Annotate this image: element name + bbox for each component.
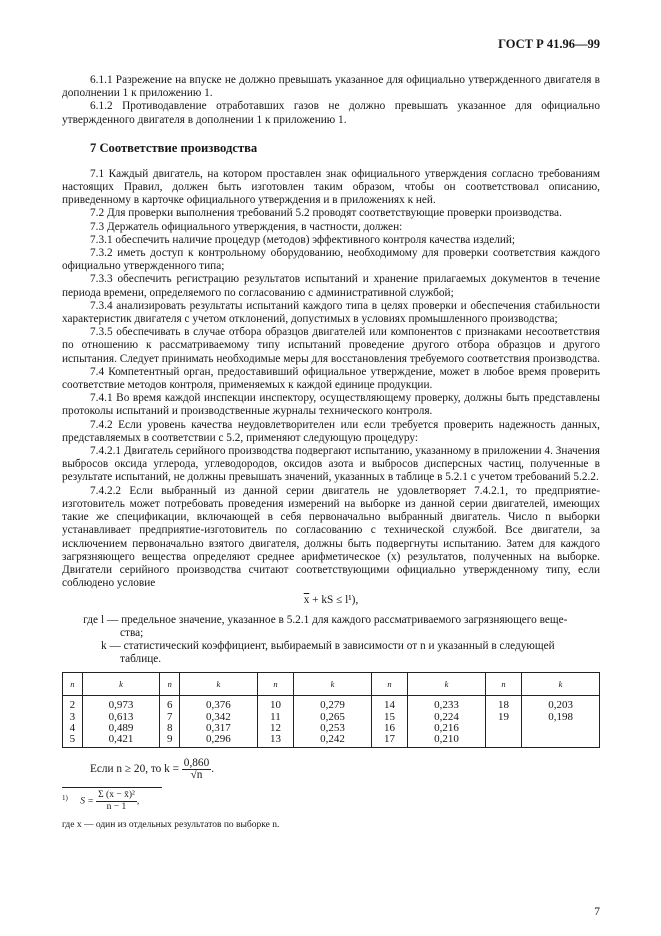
paragraph-7-3-1: 7.3.1 обеспечить наличие процедур (методов) эффективного контроля качества изделий; — [90, 233, 516, 246]
table-value: 18 — [498, 699, 509, 712]
fraction-numerator: 0,860 — [183, 757, 210, 770]
formula-legend — [62, 614, 600, 667]
table-header-cell: n — [371, 673, 407, 696]
table-value: 19 — [498, 710, 509, 723]
table-value: 6 — [166, 699, 173, 712]
section-heading: 7 Соответствие производства — [90, 140, 258, 155]
table-value: 7 — [166, 710, 173, 723]
table-value: 0,317 — [206, 721, 231, 734]
paragraph-7-3: 7.3 Держатель официального утверждения, в частности, должен: — [90, 220, 403, 233]
table-value: 16 — [383, 721, 395, 734]
table-value: 10 — [269, 699, 281, 712]
formula-mean: $\overline{x}$ — [303, 594, 310, 607]
table-header-cell: k — [294, 673, 372, 696]
table-header-cell: n — [160, 673, 180, 696]
table-cell — [63, 696, 83, 748]
table-value: 5 — [69, 732, 76, 745]
paragraph-7-3-2: 7.3.2 иметь доступ к контрольному оборудованию, необходимому для проверки соответствия каждого официально утвержденного типа; — [62, 247, 600, 273]
table-value: 9 — [166, 732, 173, 745]
table-value: 11 — [270, 710, 281, 723]
large-n-fraction — [182, 758, 211, 781]
paragraph-6-1-1: 6.1.1 Разрежение на впуске не должно превышать указанное для официально утвержденного двигателя в дополнении 1 к приложению 1. — [62, 74, 600, 100]
footnote-lhs: S = — [80, 796, 94, 807]
table-header-row — [63, 673, 600, 696]
legend-l: l — предельное значение, указанное в 5.2.1 для каждого рассматриваемого загрязняющего веще- — [101, 613, 568, 626]
legend-k: k — статистический коэффициент, выбираемый в зависимости от n и указанный в следующей — [101, 639, 555, 652]
paragraph-7-3-5: 7.3.5 обеспечивать в случае отбора образцов двигателей или компонентов с признаками несоответствия по отношению к рассматриваемому типу испытаний проведение другого отбора образцов и другого испытания. Следует принимать необходимые меры для восстановления требуемого соответствия производства. — [62, 326, 600, 365]
paragraph-6-1-2: 6.1.2 Противодавление отработавших газов не должно превышать указанное для официально утвержденного двигателя в дополнении 1 к приложению 1. — [62, 100, 600, 126]
table-header-cell: k — [82, 673, 160, 696]
table-value: 0,973 — [108, 699, 134, 712]
table-value: 0,265 — [320, 710, 345, 723]
table-cell — [485, 696, 521, 748]
table-value: 14 — [383, 699, 395, 712]
table-value: 8 — [166, 721, 173, 734]
table-value: 15 — [383, 710, 395, 723]
table-value: 0,421 — [108, 732, 134, 745]
where-word: где — [83, 613, 98, 626]
footnote — [62, 790, 600, 813]
footnote-denominator: n − 1 — [106, 802, 127, 813]
table-header-cell: n — [63, 673, 83, 696]
legend-k-cont: таблице. — [120, 653, 162, 666]
table-header-cell: k — [180, 673, 258, 696]
fraction-denominator: √n — [190, 769, 203, 782]
table-value: 0,613 — [108, 710, 134, 723]
table-value: 0,216 — [434, 721, 459, 734]
table-value: 0,376 — [206, 699, 231, 712]
table-header-cell: k — [408, 673, 486, 696]
table-cell — [522, 696, 600, 748]
paragraph-7-4-2: 7.4.2 Если уровень качества неудовлетворителен или если требуется проверить надежность данных, представляемых в соответствии с 5.2, применяют следующую процедуру: — [62, 418, 600, 444]
coefficient-table — [62, 672, 600, 748]
table-value: 0,203 — [548, 699, 573, 712]
table-value: 4 — [69, 721, 76, 734]
paragraph-7-3-3: 7.3.3 обеспечить регистрацию результатов испытаний и хранение прилагаемых документов в течение периода времени, определяемого по согласованию с административной службой; — [62, 273, 600, 299]
paragraph-7-3-4: 7.3.4 анализировать результаты испытаний каждого типа в целях проверки и обеспечения стабильности характеристик двигателя с учетом отклонений, допустимых в условиях промышленного производства; — [62, 299, 600, 326]
table-cell — [257, 696, 293, 748]
table-header-cell: n — [257, 673, 293, 696]
condition-formula — [62, 594, 600, 607]
table-cell — [371, 696, 407, 748]
table-value: 3 — [69, 710, 76, 723]
closing-note: где x — один из отдельных результатов по выборке n. — [62, 820, 280, 831]
table-cell — [294, 696, 372, 748]
table-header-cell: k — [522, 673, 600, 696]
table-value: 0,224 — [434, 710, 459, 723]
footnote-divider — [62, 787, 162, 788]
table-cell — [408, 696, 486, 748]
table-value: 0,253 — [320, 721, 345, 734]
table-value: 12 — [269, 721, 281, 734]
table-value: 0,198 — [548, 710, 573, 723]
page-number: 7 — [594, 906, 600, 918]
footnote-numerator: Σ (x − x̄)² — [98, 790, 135, 801]
paragraph-7-4-2-2: 7.4.2.2 Если выбранный из данной серии двигатель не удовлетворяет 7.4.2.1, то предприятие-изготовитель может потребовать проведения измерений на выборке из данной серии двигателей, имеющих такие же спецификации, включающей в себя первоначально выбранный двигатель. Число n выборки устанавливает предприятие-изготовитель по согласованию с технической службой. Все двигатели, за исключением первоначально взятого двигателя, должны быть подвергнуты испытанию. Затем для каждого загрязняющего вещества определяют среднее арифметическое (x) результатов, полученных на выборке. Двигатели серийного производства считают соответствующими официально утвержденному типу, если соблюдено условие — [62, 484, 600, 590]
table-value: 0,242 — [320, 732, 345, 745]
large-n-suffix: . — [211, 763, 215, 776]
large-n-prefix: Если n ≥ 20, то k = — [90, 763, 179, 776]
paragraph-7-2: 7.2 Для проверки выполнения требований 5.2 проводят соответствующие проверки производства. — [90, 207, 562, 220]
table-value: 0,489 — [108, 721, 134, 734]
footnote-suffix: , — [136, 796, 140, 807]
legend-l-cont: ства; — [120, 626, 144, 639]
table-header-cell: n — [485, 673, 521, 696]
document-header: ГОСТ Р 41.96—99 — [498, 37, 600, 51]
table-value: 0,210 — [434, 732, 459, 745]
table-value: 0,233 — [434, 699, 459, 712]
table-value: 0,342 — [206, 710, 231, 723]
table-value: 2 — [69, 699, 76, 712]
footnote-mark: 1) — [62, 793, 68, 802]
table-value: 0,296 — [206, 732, 231, 745]
table-value: 13 — [269, 732, 281, 745]
paragraph-7-4-2-1: 7.4.2.1 Двигатель серийного производства подвергают испытанию, указанному в приложении 4. Значения выбросов оксида углерода, углеводородов, оксидов азота и выбросов дисперсных частиц, полученные в результате испытаний, не должны превышать значений, указанных в таблице в 5.2.1 с учетом требований 5.2.2. — [62, 445, 600, 484]
large-n-formula — [62, 758, 600, 781]
paragraph-7-4-1: 7.4.1 Во время каждой инспекции инспектору, осуществляющему проверку, должны быть представлены протоколы испытаний и производственные журналы технического контроля. — [62, 392, 600, 418]
table-value: 17 — [383, 732, 395, 745]
formula-rest: + kS ≤ l¹), — [309, 594, 359, 607]
table-row — [63, 696, 600, 748]
paragraph-7-1: 7.1 Каждый двигатель, на котором проставлен знак официального утверждения согласно требованиям настоящих Правил, должен быть изготовлен таким образом, чтобы он соответствовал описанию, приведенному в карточке официального утверждения и в приложениях к ней. — [62, 167, 600, 207]
paragraph-7-4: 7.4 Компетентный орган, предоставивший официальное утверждение, может в любое время проверить соответствие методов контроля, применяемых к каждой единице продукции. — [62, 365, 600, 392]
table-cell — [82, 696, 160, 748]
table-cell — [160, 696, 180, 748]
footnote-fraction — [96, 790, 140, 813]
page-content — [62, 74, 600, 832]
table-value: 0,279 — [320, 699, 345, 712]
table-cell — [180, 696, 258, 748]
